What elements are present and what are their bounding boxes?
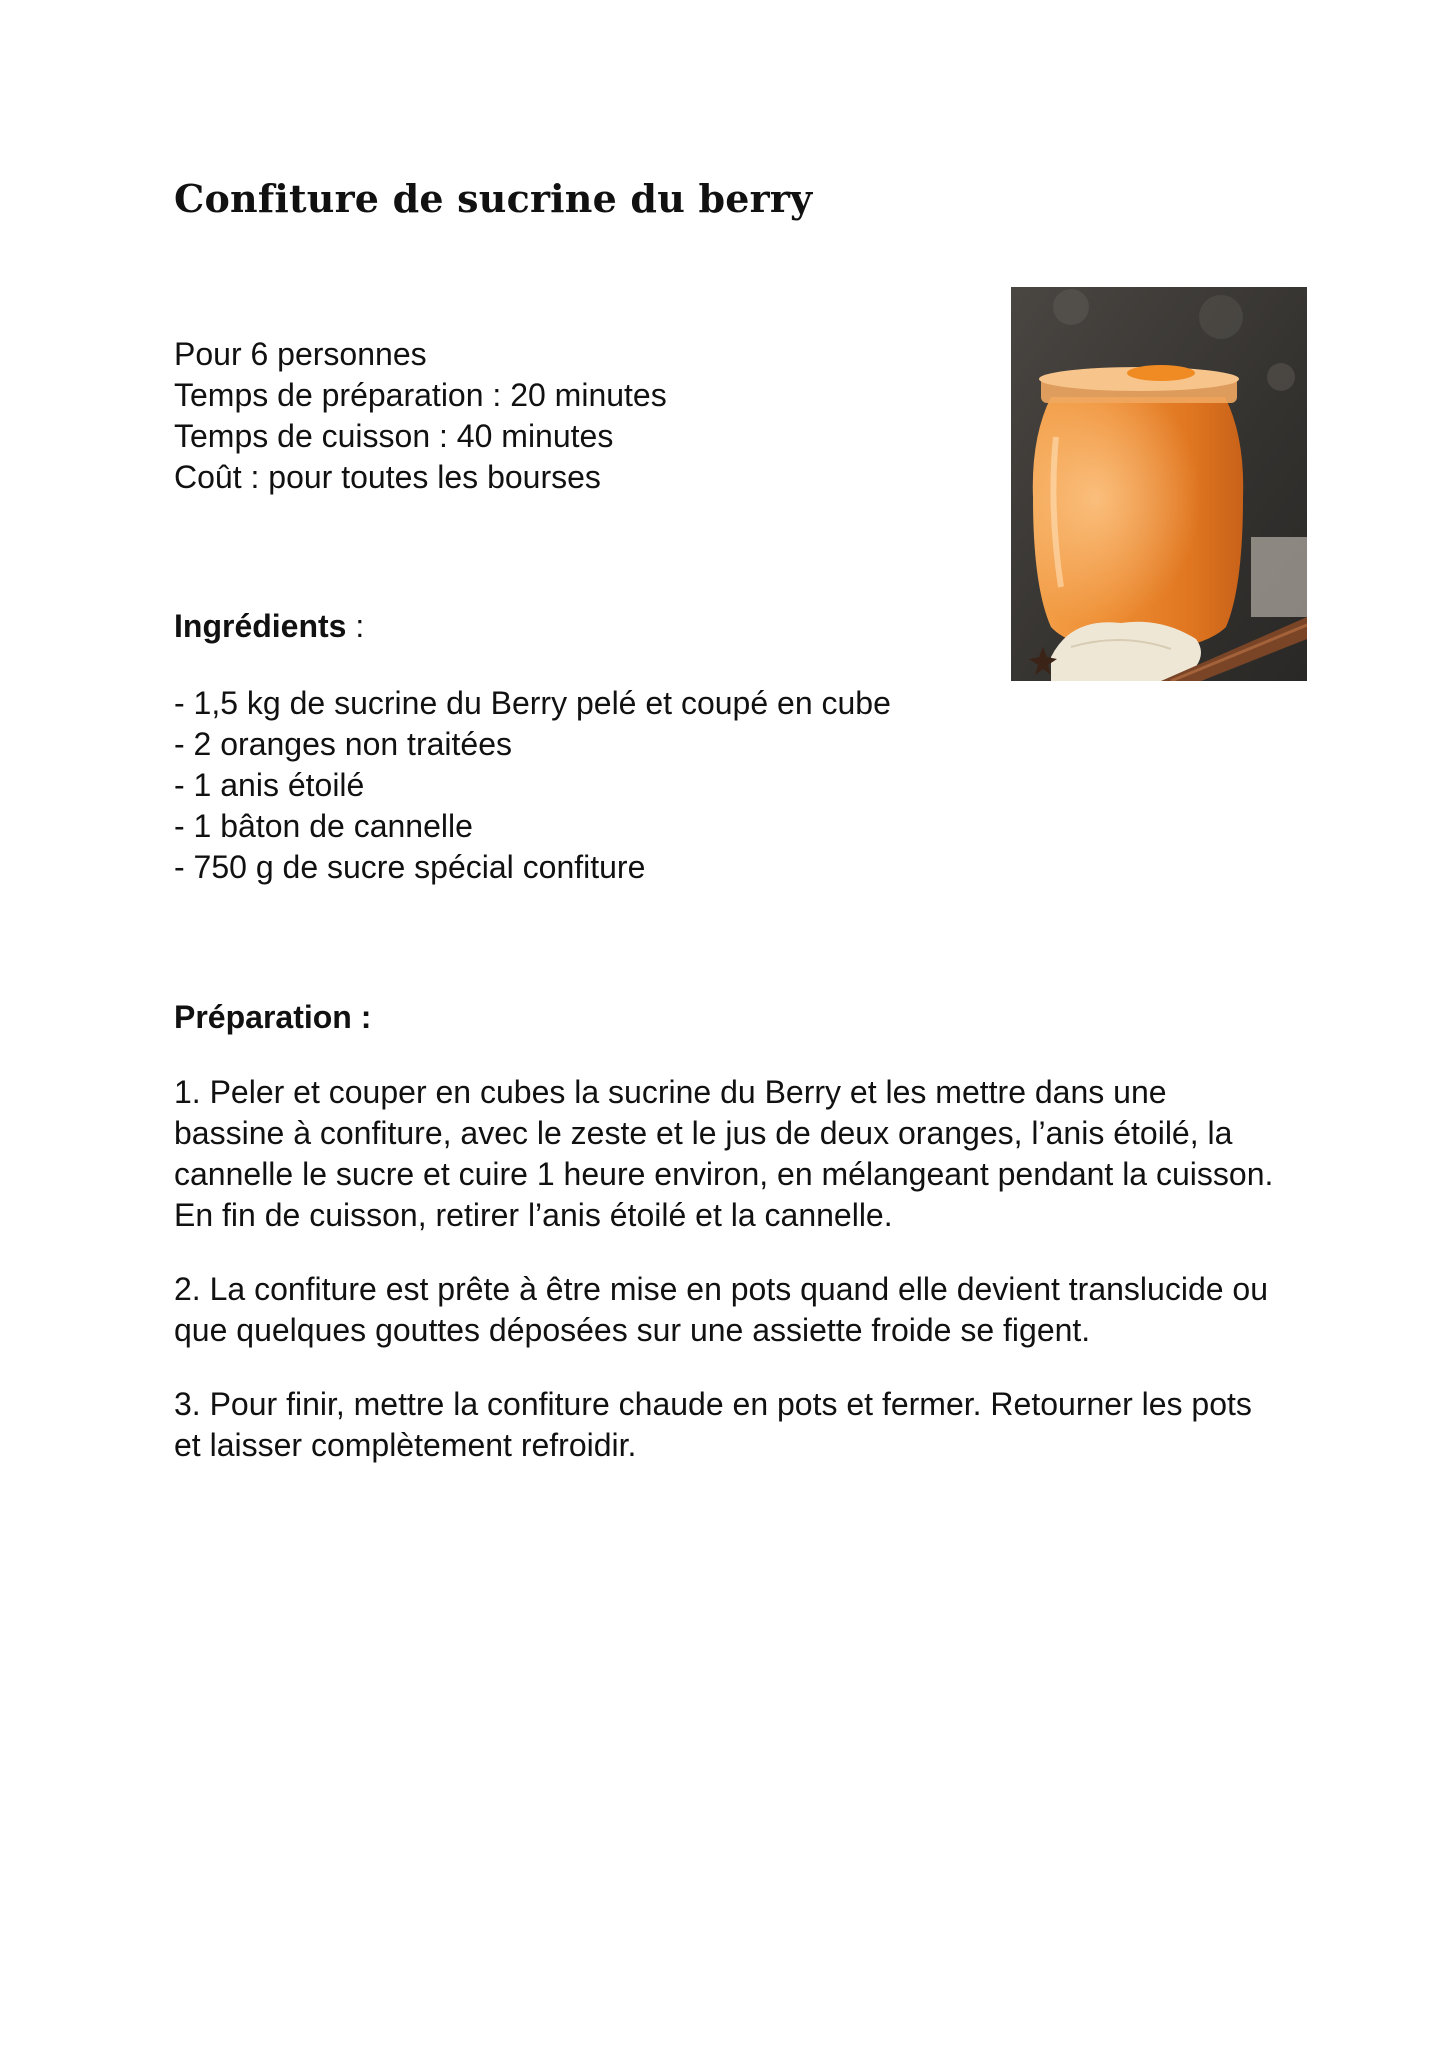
ingredients-heading xyxy=(174,606,364,647)
recipe-title: Confiture de sucrine du berry xyxy=(174,176,813,221)
list-item: - 1,5 kg de sucrine du Berry pelé et coupé en cube xyxy=(174,685,891,721)
preparation-heading xyxy=(174,997,371,1038)
preparation-heading-label: Préparation : xyxy=(174,999,372,1035)
cost-text: Coût : pour toutes les bourses xyxy=(174,459,601,495)
ingredients-list xyxy=(174,683,974,888)
list-item: - 750 g de sucre spécial confiture xyxy=(174,849,646,885)
step-item: 1. Peler et couper en cubes la sucrine du Berry et les mettre dans une bassine à confiture, avec le zeste et le jus de deux oranges, l’anis étoilé, la cannelle le sucre et cuire 1 heure environ, en mélangeant pendant la cuisson. En fin de cuisson, retirer l’anis étoilé et la cannelle. xyxy=(174,1074,1274,1233)
step-item: 2. La confiture est prête à être mise en pots quand elle devient translucide ou que quelques gouttes déposées sur une assiette froide se figent. xyxy=(174,1271,1269,1348)
list-item: - 1 anis étoilé xyxy=(174,767,365,803)
step-item: 3. Pour finir, mettre la confiture chaude en pots et fermer. Retourner les pots et laisser complètement refroidir. xyxy=(174,1386,1252,1463)
ingredients-heading-colon: : xyxy=(346,608,365,644)
list-item: - 1 bâton de cannelle xyxy=(174,808,473,844)
servings-text: Pour 6 personnes xyxy=(174,336,427,372)
list-item: - 2 oranges non traitées xyxy=(174,726,512,762)
preparation-steps xyxy=(174,1072,1284,1499)
ingredients-heading-label: Ingrédients xyxy=(174,608,347,644)
prep-time-text: Temps de préparation : 20 minutes xyxy=(174,377,667,413)
cook-time-text: Temps de cuisson : 40 minutes xyxy=(174,418,614,454)
recipe-meta xyxy=(174,334,974,498)
jam-jar-photo xyxy=(1011,287,1307,681)
